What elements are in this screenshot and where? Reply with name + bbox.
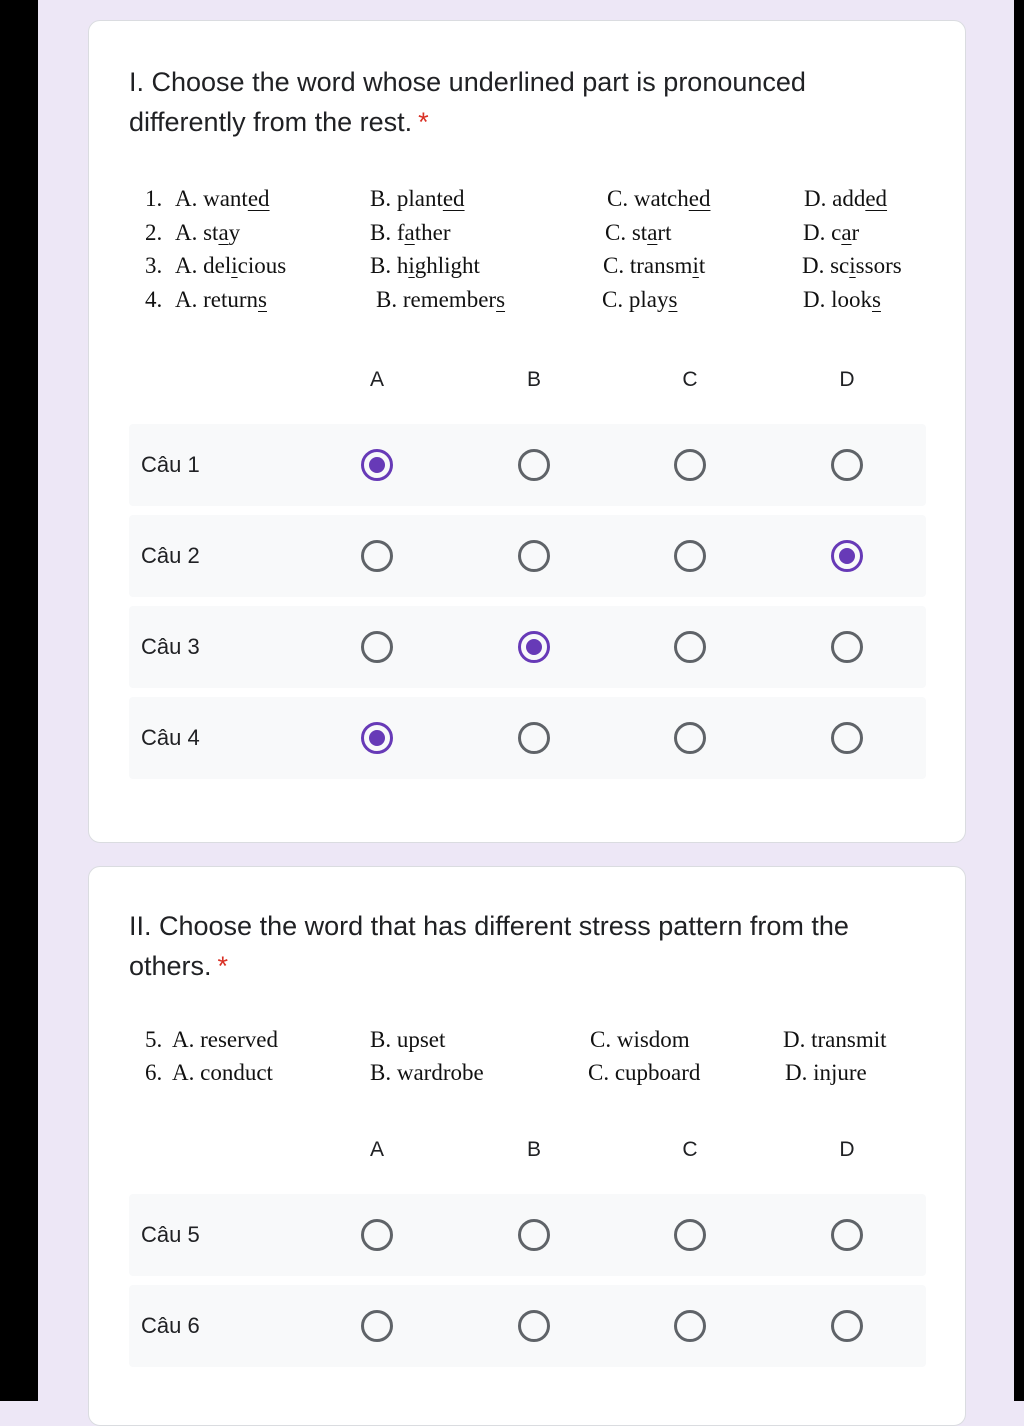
word-part: A. st [175,219,219,245]
left-screen-edge [0,0,38,1401]
radio-a[interactable] [361,449,393,481]
radio-d[interactable] [831,540,863,572]
word-part: cious [237,253,287,278]
item-number: 2. [145,219,163,245]
word-part: t [698,253,706,278]
radio-c[interactable] [674,631,706,663]
radio-a[interactable] [361,1310,393,1342]
word-part: rt [657,219,672,245]
row-label: Câu 2 [141,543,200,568]
word-option [370,253,480,279]
word-part: C. play [602,286,669,312]
word-part: D. c [803,219,842,245]
grid-row [129,424,926,506]
item-number: 1. [145,186,163,211]
word-part: y [228,219,241,245]
radio-b[interactable] [518,540,550,572]
underlined-part: ed [442,186,465,211]
word-part: D. look [803,286,872,312]
underlined-part: a [647,219,658,245]
word-part: B. h [370,253,409,278]
word-part: B. f [370,219,405,245]
column-header-d: D [839,1138,855,1161]
question-card-2 [88,866,966,1426]
underlined-part: a [404,219,415,245]
question-card-1 [88,20,966,843]
grid-row [129,1194,926,1276]
question-title-1 [129,62,929,142]
radio-d[interactable] [831,449,863,481]
underlined-part: a [841,219,852,245]
radio-d[interactable] [831,1219,863,1251]
radio-a[interactable] [361,631,393,663]
radio-c[interactable] [674,722,706,754]
radio-b[interactable] [518,1219,550,1251]
word-option [605,220,671,246]
radio-d[interactable] [831,1310,863,1342]
question-title-1-text: I. Choose the word whose underlined part is pronounced differently from the rest. [129,67,806,137]
word-option [175,287,267,313]
radio-c[interactable] [674,1310,706,1342]
required-asterisk: * [418,107,429,137]
word-option: C. wisdom [590,1027,690,1052]
radio-a[interactable] [361,1219,393,1251]
word-option [602,287,677,313]
column-header-d: D [839,368,855,391]
word-option [607,186,710,212]
column-header-c: C [682,368,698,391]
grid-row [129,515,926,597]
column-header-c: C [682,1138,698,1161]
question-title-2-text: II. Choose the word that has different stress pattern from the others. [129,911,849,981]
underlined-part: i [231,253,238,278]
column-header-a: A [369,368,384,391]
radio-d[interactable] [831,722,863,754]
word-part: A. want [175,186,248,211]
column-header-b: B [526,368,541,391]
radio-c[interactable] [674,449,706,481]
underlined-part: ed [688,186,711,211]
word-option [803,287,881,313]
grid-row [129,1285,926,1367]
item-number: 5. [145,1027,163,1052]
word-part: B. remember [376,286,497,312]
column-header-a: A [369,1138,384,1161]
word-option [175,220,240,246]
word-option [370,220,450,246]
word-part: B. plant [370,186,443,211]
word-option [603,253,705,279]
radio-a[interactable] [361,722,393,754]
row-label: Câu 4 [141,725,200,750]
required-asterisk: * [217,951,229,981]
word-part: C. st [605,219,648,245]
word-option [376,287,505,313]
underlined-part: i [408,253,415,278]
underlined-part: s [258,286,267,312]
radio-a[interactable] [361,540,393,572]
word-option [370,186,465,212]
row-label: Câu 3 [141,634,200,659]
underlined-part: s [668,286,678,312]
underlined-part: i [849,253,856,278]
word-part: A. return [175,286,259,312]
word-option: A. conduct [172,1060,273,1085]
underlined-part: s [872,286,881,312]
word-option [804,186,887,212]
underlined-part: ed [865,186,888,211]
item-number: 6. [145,1060,163,1085]
row-label: Câu 5 [141,1222,200,1247]
underlined-part: a [218,219,229,245]
row-label: Câu 6 [141,1313,200,1338]
word-part: r [851,219,860,245]
word-part: C. watch [607,186,689,211]
word-part: C. transm [603,253,693,278]
grid-row [129,606,926,688]
word-option: C. cupboard [588,1060,701,1085]
radio-d[interactable] [831,631,863,663]
underlined-part: i [692,253,699,278]
radio-c[interactable] [674,540,706,572]
underlined-part: s [496,286,506,312]
word-part: A. del [175,253,232,278]
grid-row [129,697,926,779]
radio-b[interactable] [518,1310,550,1342]
word-option [802,253,902,279]
word-part: ghlight [414,253,480,278]
item-number: 4. [145,286,163,312]
column-header-b: B [526,1138,541,1161]
row-label: Câu 1 [141,452,200,477]
question-title-2 [129,906,929,986]
underlined-part: ed [247,186,270,211]
word-option: B. wardrobe [370,1060,484,1085]
word-option: D. injure [785,1060,867,1085]
word-part: D. sc [802,253,850,278]
word-option: D. transmit [783,1027,887,1052]
word-option [175,253,286,279]
word-option [803,220,859,246]
radio-b[interactable] [518,631,550,663]
right-screen-edge [1014,0,1024,1401]
word-option: A. reserved [172,1027,279,1052]
word-part: ther [414,219,451,245]
word-option [175,186,270,212]
radio-c[interactable] [674,1219,706,1251]
item-number: 3. [145,253,163,278]
word-option: B. upset [370,1027,446,1052]
radio-b[interactable] [518,449,550,481]
radio-b[interactable] [518,722,550,754]
word-part: D. add [804,186,866,211]
word-part: ssors [855,253,902,278]
